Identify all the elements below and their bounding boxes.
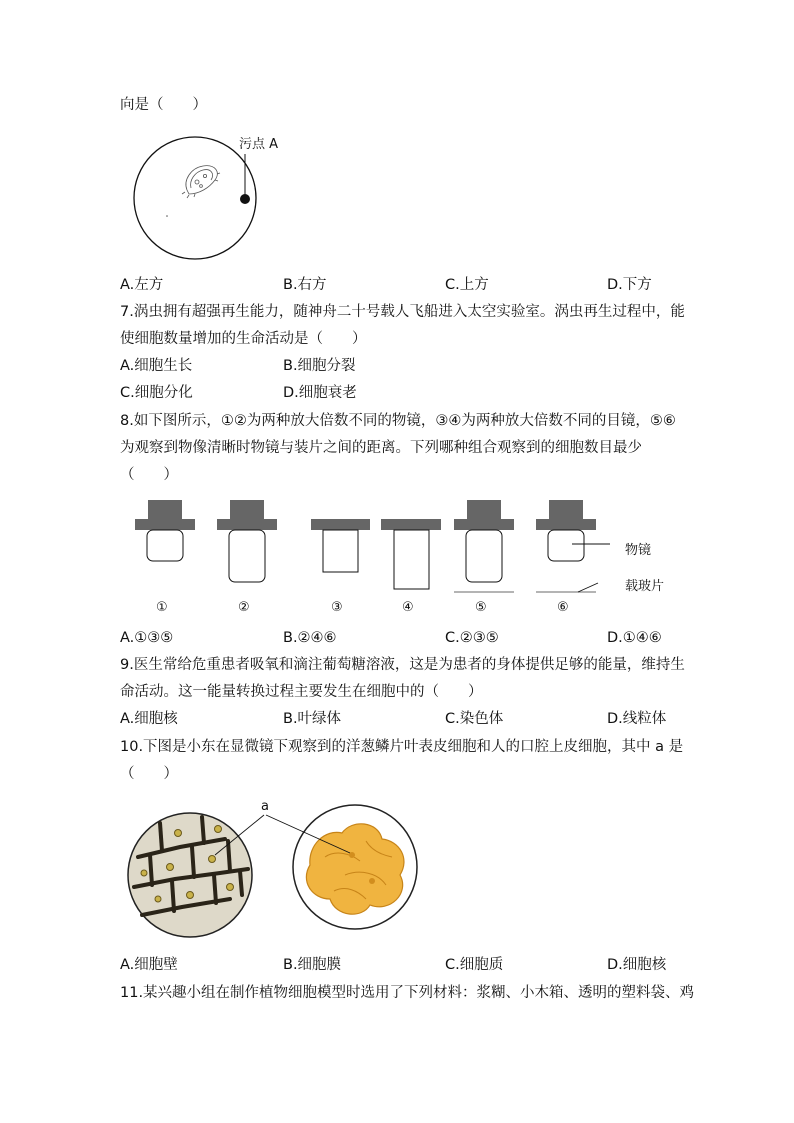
q6-stem-tail: 向是（ ） xyxy=(120,97,207,113)
label-slide: 载玻片 xyxy=(625,579,665,594)
onion-epidermis-micrograph xyxy=(128,813,252,937)
microscope-field-figure xyxy=(125,130,295,265)
cell-micrographs-figure xyxy=(120,795,440,945)
q7-option-b[interactable]: B.细胞分裂 xyxy=(283,358,356,374)
q10-option-a[interactable]: A.细胞壁 xyxy=(120,957,178,973)
q8-option-d[interactable]: D.①④⑥ xyxy=(607,630,662,646)
q10-option-c[interactable]: C.细胞质 xyxy=(445,957,504,973)
q8-option-b[interactable]: B.②④⑥ xyxy=(283,630,337,646)
eyepiece-4 xyxy=(381,519,441,589)
q9-stem-line1: 9.医生常给危重患者吸氧和滴注葡萄糖溶液，这是为患者的身体提供足够的能量，维持生 xyxy=(120,657,685,673)
objective-lens-2 xyxy=(217,500,277,582)
q6-option-c[interactable]: C.上方 xyxy=(445,277,489,293)
q9-option-a[interactable]: A.细胞核 xyxy=(120,711,178,727)
slide-pointer-line xyxy=(578,583,598,592)
figure-number-2: ② xyxy=(238,600,250,615)
figure-number-6: ⑥ xyxy=(557,600,569,615)
q8-stem-line2: 为观察到物像清晰时物镜与装片之间的距离。下列哪种组合观察到的细胞数目最少 xyxy=(120,440,642,456)
lens-figure xyxy=(120,495,700,620)
figure-number-3: ③ xyxy=(331,600,343,615)
q8-stem-line3: （ ） xyxy=(120,467,178,483)
q8-option-c[interactable]: C.②③⑤ xyxy=(445,630,499,646)
objective-distance-6 xyxy=(536,500,596,592)
eyepiece-3 xyxy=(311,519,370,572)
paramecium-drawing xyxy=(182,166,220,198)
q6-option-d[interactable]: D.下方 xyxy=(607,277,652,293)
q10-stem-line2: （ ） xyxy=(120,766,178,782)
q7-option-a[interactable]: A.细胞生长 xyxy=(120,358,193,374)
q7-stem-line1: 7.涡虫拥有超强再生能力，随神舟二十号载人飞船进入太空实验室。涡虫再生过程中，能 xyxy=(120,304,685,320)
q6-option-b[interactable]: B.右方 xyxy=(283,277,327,293)
q7-option-d[interactable]: D.细胞衰老 xyxy=(283,385,357,401)
q9-stem-line2: 命活动。这一能量转换过程主要发生在细胞中的（ ） xyxy=(120,684,483,700)
q6-option-a[interactable]: A.左方 xyxy=(120,277,164,293)
q10-option-d[interactable]: D.细胞核 xyxy=(607,957,667,973)
q7-stem-line2: 使细胞数量增加的生命活动是（ ） xyxy=(120,331,367,347)
q10-option-b[interactable]: B.细胞膜 xyxy=(283,957,342,973)
q10-stem-line1: 10.下图是小东在显微镜下观察到的洋葱鳞片叶表皮细胞和人的口腔上皮细胞，其中 a 是 xyxy=(120,739,684,755)
figure-number-5: ⑤ xyxy=(475,600,487,615)
figure-number-1: ① xyxy=(156,600,168,615)
objective-lens-1 xyxy=(135,500,195,561)
q9-option-b[interactable]: B.叶绿体 xyxy=(283,711,342,727)
objective-distance-5 xyxy=(454,500,514,592)
field-of-view-circle xyxy=(134,137,256,259)
label-a: a xyxy=(261,799,269,814)
q8-stem-line1: 8.如下图所示，①②为两种放大倍数不同的物镜，③④为两种放大倍数不同的目镜，⑤⑥ xyxy=(120,413,676,429)
label-objective: 物镜 xyxy=(625,543,652,558)
q11-stem-line1: 11.某兴趣小组在制作植物细胞模型时选用了下列材料：浆糊、小木箱、透明的塑料袋、鸡 xyxy=(120,985,695,1001)
stain-a-label: 污点 A xyxy=(239,137,279,152)
q9-option-d[interactable]: D.线粒体 xyxy=(607,711,667,727)
q7-option-c[interactable]: C.细胞分化 xyxy=(120,385,193,401)
q9-option-c[interactable]: C.染色体 xyxy=(445,711,504,727)
figure-number-4: ④ xyxy=(402,600,414,615)
q8-option-a[interactable]: A.①③⑤ xyxy=(120,630,174,646)
cheek-cells-micrograph xyxy=(293,805,417,929)
